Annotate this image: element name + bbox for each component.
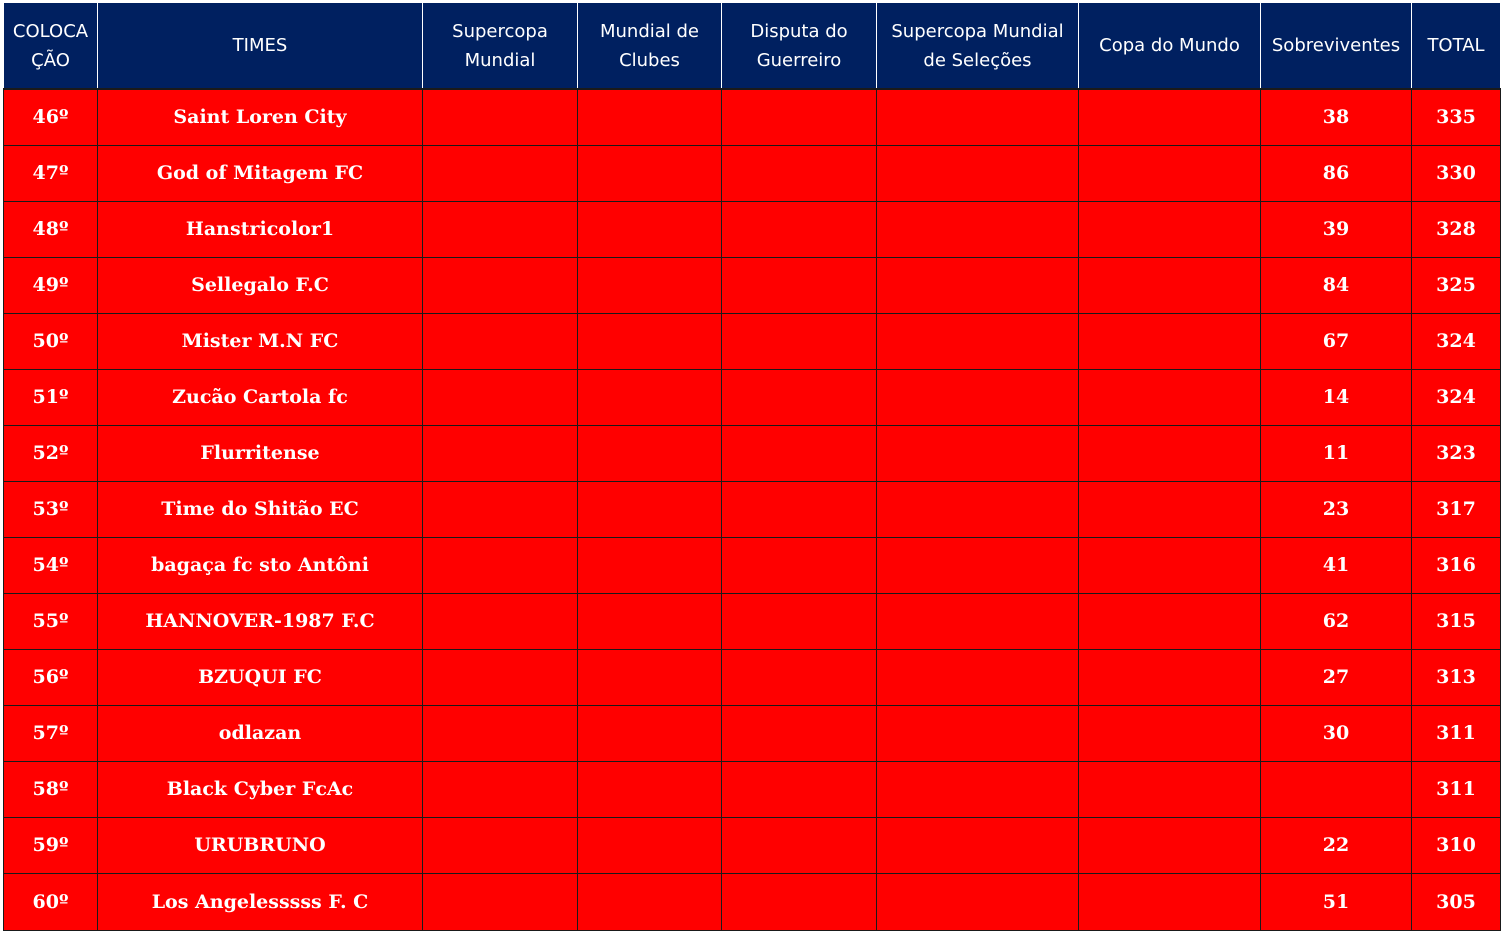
cell-supercopa-mundial[interactable] [423,425,578,481]
cell-supercopa-selecoes[interactable] [877,89,1079,145]
table-row [4,705,1501,761]
cell-supercopa-mundial[interactable] [423,761,578,817]
cell-supercopa-selecoes[interactable] [877,537,1079,593]
cell-supercopa-mundial[interactable] [423,873,578,930]
cell-copa-do-mundo[interactable] [1079,481,1261,537]
cell-supercopa-selecoes[interactable] [877,313,1079,369]
header-disputa-guerreiro[interactable]: Disputa do Guerreiro [722,3,877,89]
cell-position[interactable]: 55º [4,593,98,649]
cell-total[interactable]: 310 [1412,817,1501,873]
cell-disputa-guerreiro[interactable] [722,313,877,369]
cell-copa-do-mundo[interactable] [1079,201,1261,257]
cell-team[interactable]: HANNOVER-1987 F.C [98,593,423,649]
cell-mundial-clubes[interactable] [578,89,722,145]
cell-copa-do-mundo[interactable] [1079,761,1261,817]
cell-position[interactable]: 50º [4,313,98,369]
cell-team[interactable]: Sellegalo F.C [98,257,423,313]
cell-mundial-clubes[interactable] [578,817,722,873]
cell-disputa-guerreiro[interactable] [722,761,877,817]
cell-sobreviventes[interactable]: 14 [1261,369,1412,425]
cell-position[interactable]: 57º [4,705,98,761]
cell-sobreviventes[interactable]: 39 [1261,201,1412,257]
table-row [4,425,1501,481]
cell-total[interactable]: 330 [1412,145,1501,201]
cell-sobreviventes[interactable]: 62 [1261,593,1412,649]
table-row [4,313,1501,369]
cell-sobreviventes[interactable]: 11 [1261,425,1412,481]
cell-team[interactable]: God of Mitagem FC [98,145,423,201]
cell-supercopa-mundial[interactable] [423,257,578,313]
table-row [4,593,1501,649]
cell-team[interactable]: Hanstricolor1 [98,201,423,257]
cell-copa-do-mundo[interactable] [1079,705,1261,761]
cell-team[interactable]: Zucão Cartola fc [98,369,423,425]
table-body [4,89,1501,930]
cell-sobreviventes[interactable]: 27 [1261,649,1412,705]
cell-supercopa-mundial[interactable] [423,369,578,425]
table-row [4,201,1501,257]
cell-disputa-guerreiro[interactable] [722,481,877,537]
cell-team[interactable]: odlazan [98,705,423,761]
header-supercopa-mundial[interactable]: Supercopa Mundial [423,3,578,89]
cell-supercopa-selecoes[interactable] [877,649,1079,705]
cell-copa-do-mundo[interactable] [1079,873,1261,930]
cell-mundial-clubes[interactable] [578,257,722,313]
cell-position[interactable]: 54º [4,537,98,593]
cell-sobreviventes[interactable]: 51 [1261,873,1412,930]
cell-supercopa-selecoes[interactable] [877,705,1079,761]
header-sobreviventes[interactable]: Sobreviventes [1261,3,1412,89]
cell-copa-do-mundo[interactable] [1079,89,1261,145]
table-row [4,89,1501,145]
cell-position[interactable]: 60º [4,873,98,930]
cell-copa-do-mundo[interactable] [1079,257,1261,313]
table-row [4,481,1501,537]
cell-sobreviventes[interactable]: 84 [1261,257,1412,313]
ranking-table [3,3,1501,931]
cell-sobreviventes[interactable]: 41 [1261,537,1412,593]
header-row [4,3,1501,89]
cell-position[interactable]: 58º [4,761,98,817]
cell-total[interactable]: 316 [1412,537,1501,593]
table-row [4,257,1501,313]
cell-total[interactable]: 324 [1412,313,1501,369]
cell-team[interactable]: Black Cyber FcAc [98,761,423,817]
cell-team[interactable]: Mister M.N FC [98,313,423,369]
cell-supercopa-selecoes[interactable] [877,761,1079,817]
cell-team[interactable]: Saint Loren City [98,89,423,145]
cell-sobreviventes[interactable] [1261,761,1412,817]
cell-mundial-clubes[interactable] [578,425,722,481]
cell-supercopa-mundial[interactable] [423,537,578,593]
cell-team[interactable]: Los Angelesssss F. C [98,873,423,930]
cell-copa-do-mundo[interactable] [1079,593,1261,649]
cell-sobreviventes[interactable]: 38 [1261,89,1412,145]
cell-disputa-guerreiro[interactable] [722,425,877,481]
cell-supercopa-mundial[interactable] [423,201,578,257]
cell-copa-do-mundo[interactable] [1079,369,1261,425]
cell-sobreviventes[interactable]: 30 [1261,705,1412,761]
cell-mundial-clubes[interactable] [578,705,722,761]
cell-team[interactable]: Flurritense [98,425,423,481]
cell-team[interactable]: bagaça fc sto Antôni [98,537,423,593]
cell-copa-do-mundo[interactable] [1079,649,1261,705]
cell-sobreviventes[interactable]: 67 [1261,313,1412,369]
cell-copa-do-mundo[interactable] [1079,145,1261,201]
cell-position[interactable]: 53º [4,481,98,537]
cell-supercopa-selecoes[interactable] [877,369,1079,425]
cell-team[interactable]: URUBRUNO [98,817,423,873]
cell-sobreviventes[interactable]: 23 [1261,481,1412,537]
cell-mundial-clubes[interactable] [578,145,722,201]
table-row [4,537,1501,593]
header-times[interactable]: TIMES [98,3,423,89]
cell-supercopa-selecoes[interactable] [877,593,1079,649]
cell-supercopa-mundial[interactable] [423,89,578,145]
cell-copa-do-mundo[interactable] [1079,425,1261,481]
cell-supercopa-selecoes[interactable] [877,481,1079,537]
header-mundial-clubes[interactable]: Mundial de Clubes [578,3,722,89]
header-total[interactable]: TOTAL [1412,3,1501,89]
cell-supercopa-selecoes[interactable] [877,425,1079,481]
cell-supercopa-mundial[interactable] [423,817,578,873]
cell-disputa-guerreiro[interactable] [722,873,877,930]
cell-supercopa-selecoes[interactable] [877,257,1079,313]
cell-position[interactable]: 56º [4,649,98,705]
table-row [4,873,1501,930]
cell-disputa-guerreiro[interactable] [722,537,877,593]
cell-disputa-guerreiro[interactable] [722,201,877,257]
table-row [4,369,1501,425]
cell-total[interactable]: 305 [1412,873,1501,930]
cell-total[interactable]: 335 [1412,89,1501,145]
cell-team[interactable]: Time do Shitão EC [98,481,423,537]
table-row [4,649,1501,705]
cell-total[interactable]: 313 [1412,649,1501,705]
cell-mundial-clubes[interactable] [578,761,722,817]
cell-copa-do-mundo[interactable] [1079,817,1261,873]
cell-supercopa-selecoes[interactable] [877,201,1079,257]
cell-total[interactable]: 328 [1412,201,1501,257]
cell-disputa-guerreiro[interactable] [722,89,877,145]
cell-mundial-clubes[interactable] [578,593,722,649]
cell-disputa-guerreiro[interactable] [722,817,877,873]
cell-mundial-clubes[interactable] [578,537,722,593]
cell-position[interactable]: 52º [4,425,98,481]
cell-position[interactable]: 59º [4,817,98,873]
header-supercopa-selecoes[interactable]: Supercopa Mundial de Seleções [877,3,1079,89]
cell-mundial-clubes[interactable] [578,201,722,257]
cell-position[interactable]: 47º [4,145,98,201]
cell-total[interactable]: 311 [1412,761,1501,817]
cell-supercopa-mundial[interactable] [423,705,578,761]
cell-sobreviventes[interactable]: 22 [1261,817,1412,873]
cell-mundial-clubes[interactable] [578,481,722,537]
cell-total[interactable]: 325 [1412,257,1501,313]
cell-total[interactable]: 311 [1412,705,1501,761]
cell-total[interactable]: 315 [1412,593,1501,649]
cell-mundial-clubes[interactable] [578,369,722,425]
cell-supercopa-mundial[interactable] [423,593,578,649]
table-row [4,817,1501,873]
cell-sobreviventes[interactable]: 86 [1261,145,1412,201]
cell-supercopa-mundial[interactable] [423,649,578,705]
cell-supercopa-mundial[interactable] [423,481,578,537]
cell-team[interactable]: BZUQUI FC [98,649,423,705]
cell-position[interactable]: 46º [4,89,98,145]
cell-disputa-guerreiro[interactable] [722,705,877,761]
header-colocacao[interactable]: COLOCA ÇÃO [4,3,98,89]
table-row [4,145,1501,201]
cell-copa-do-mundo[interactable] [1079,537,1261,593]
cell-position[interactable]: 51º [4,369,98,425]
cell-disputa-guerreiro[interactable] [722,369,877,425]
cell-supercopa-mundial[interactable] [423,145,578,201]
cell-supercopa-mundial[interactable] [423,313,578,369]
cell-copa-do-mundo[interactable] [1079,313,1261,369]
cell-position[interactable]: 49º [4,257,98,313]
cell-disputa-guerreiro[interactable] [722,649,877,705]
cell-disputa-guerreiro[interactable] [722,257,877,313]
cell-position[interactable]: 48º [4,201,98,257]
cell-total[interactable]: 317 [1412,481,1501,537]
cell-supercopa-selecoes[interactable] [877,817,1079,873]
cell-total[interactable]: 323 [1412,425,1501,481]
table-row [4,761,1501,817]
cell-mundial-clubes[interactable] [578,873,722,930]
cell-supercopa-selecoes[interactable] [877,873,1079,930]
cell-disputa-guerreiro[interactable] [722,593,877,649]
cell-mundial-clubes[interactable] [578,649,722,705]
header-copa-do-mundo[interactable]: Copa do Mundo [1079,3,1261,89]
cell-mundial-clubes[interactable] [578,313,722,369]
cell-supercopa-selecoes[interactable] [877,145,1079,201]
cell-disputa-guerreiro[interactable] [722,145,877,201]
cell-total[interactable]: 324 [1412,369,1501,425]
